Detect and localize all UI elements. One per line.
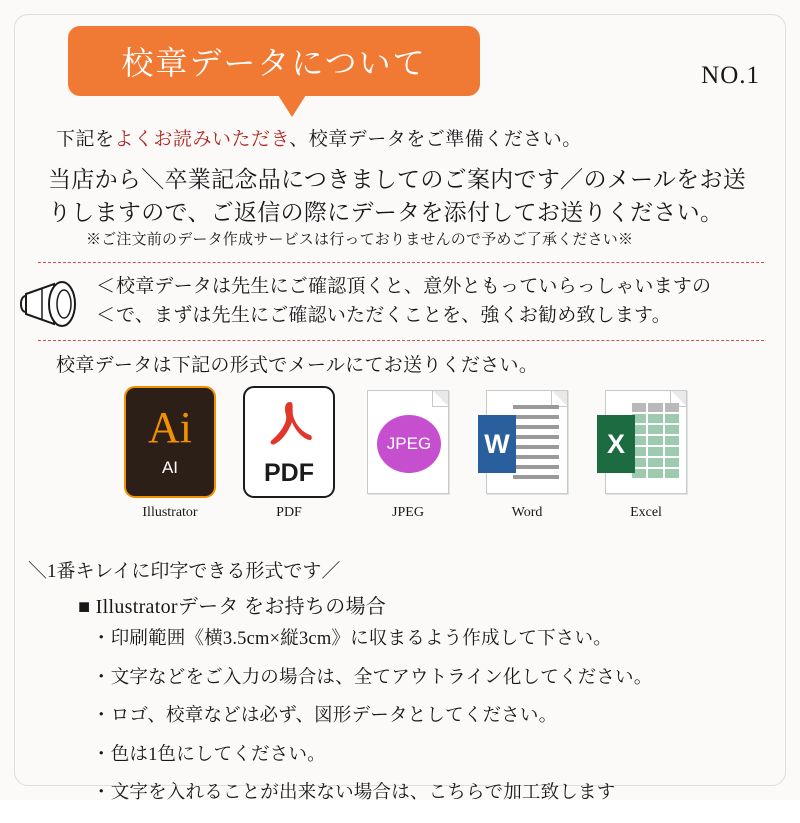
format-illustrator <box>118 386 222 536</box>
excel-file-icon <box>600 386 692 498</box>
illustrator-ai-glyph: Ai <box>148 403 192 452</box>
formats-heading: 校章データは下記の形式でメールにてお送りください。 <box>56 355 539 376</box>
lead-after: 、校章データをご準備ください。 <box>289 129 582 150</box>
list-item: ・印刷範囲《横3.5cm×縦3cm》に収まるよう作成して下さい。 <box>92 629 612 649</box>
format-word <box>475 386 579 536</box>
lead-highlight: よくお読みいただき <box>114 129 290 150</box>
main-paragraph: 当店から＼卒業記念品につきましてのご案内です／のメールをお送りしますので、ご返信の際にデータを添付してお送りください。 <box>48 167 747 225</box>
callout-brace <box>96 272 115 331</box>
word-file-icon <box>481 386 573 498</box>
format-caption: PDF <box>276 505 302 520</box>
format-pdf <box>237 386 341 536</box>
list-item: ・ロゴ、校章などは必ず、図形データとしてください。 <box>92 706 558 726</box>
callout-line-1: 校章データは先生にご確認頂くと、意外ともっていらっしゃいますの <box>116 276 712 297</box>
list-item: ・文字を入れることが出来ない場合は、こちらで加工致します <box>92 783 616 803</box>
excel-label: X <box>597 415 635 473</box>
balloon-tail <box>278 95 306 117</box>
title-balloon <box>68 26 480 96</box>
lead-before: 下記を <box>56 129 115 150</box>
format-caption: Illustrator <box>142 505 198 520</box>
page-title: 校章データについて <box>121 45 427 81</box>
page-fold <box>432 391 448 407</box>
format-jpeg <box>356 386 460 536</box>
lead-line <box>56 124 582 151</box>
illustrator-requirements-list <box>92 630 752 823</box>
megaphone-icon <box>20 276 98 330</box>
jpeg-label: JPEG <box>377 415 441 473</box>
callout-text <box>116 272 756 331</box>
illustrator-ai-label: AI <box>161 458 179 477</box>
illustrator-section-heading: ■ Illustratorデータ をお持ちの場合 <box>78 596 387 618</box>
format-caption: JPEG <box>392 505 424 520</box>
list-item: ・文字などをご入力の場合は、全てアウトライン化してください。 <box>92 667 653 688</box>
page-number: NO.1 <box>701 62 760 89</box>
pdf-file-icon <box>243 386 335 498</box>
doc-text-lines <box>513 405 559 485</box>
jpeg-file-icon <box>362 386 454 498</box>
callout-line-2: で、まずは先生にご確認いただくことを、強くお勧め致します。 <box>116 305 671 327</box>
file-format-icons <box>118 386 698 536</box>
format-caption: Word <box>511 505 543 520</box>
spreadsheet-grid <box>632 403 679 483</box>
callout-brace-line2: ＜ <box>96 305 116 327</box>
best-format-note: ＼1番キレイに印字できる形式です／ <box>28 561 341 582</box>
word-label: W <box>478 415 516 473</box>
pdf-swoosh-icon <box>267 400 313 448</box>
callout-bottom-rule <box>38 340 764 341</box>
pdf-label: PDF <box>264 459 314 487</box>
list-item: ・色は1色にしてください。 <box>92 744 326 765</box>
illustrator-file-icon <box>124 386 216 498</box>
service-note: ※ご注文前のデータ作成サービスは行っておりませんので予めご了承ください※ <box>86 232 634 248</box>
callout-brace-line1: ＜ <box>96 276 116 297</box>
format-excel <box>594 386 698 536</box>
callout-top-rule <box>38 262 764 263</box>
format-caption: Excel <box>630 505 662 520</box>
